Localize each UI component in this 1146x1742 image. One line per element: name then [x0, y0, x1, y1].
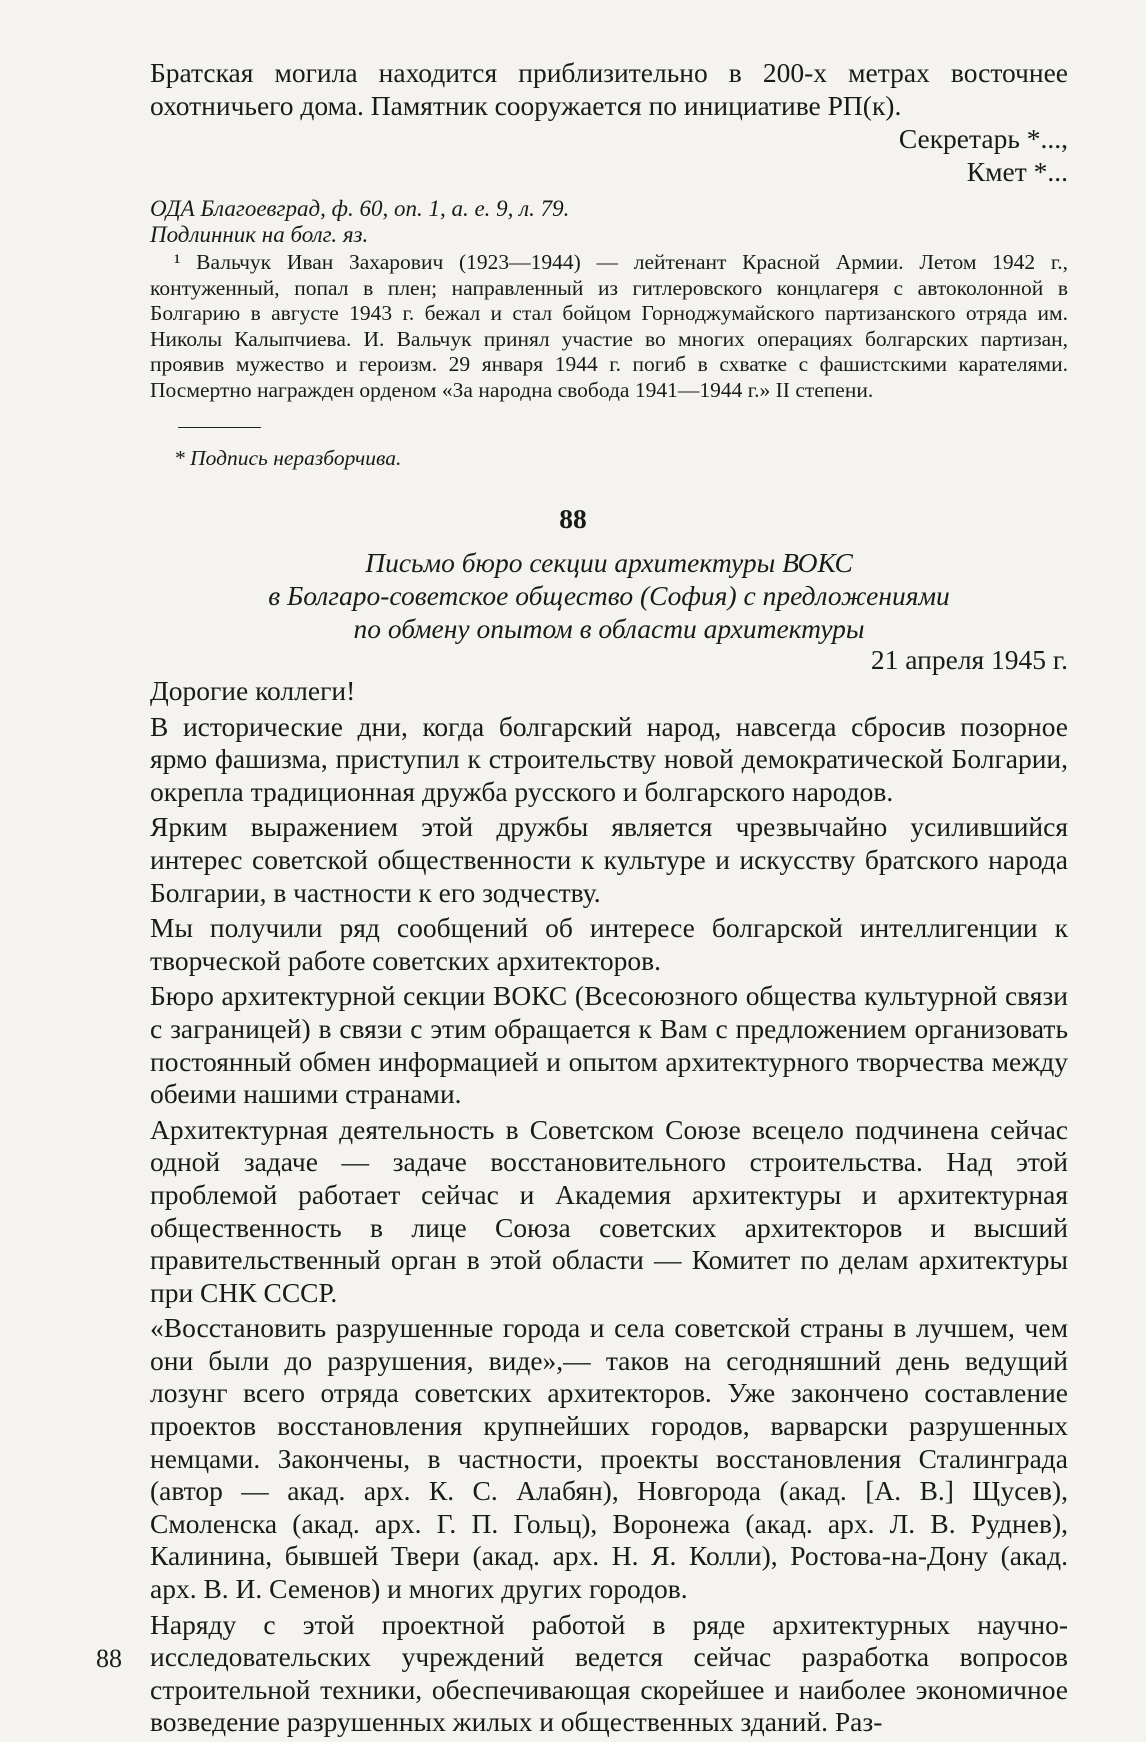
paragraph: «Восстановить разрушенные города и села советской страны в лучшем, чем они были до разрушения, виде»,— таков на сегодняшний день ведущий лозунг всего отряда советских архитекторов. Уже закончено составление проектов восстановления крупнейших городов, варварски разрушенных немцами. Закончены, в частности, проекты восстановления Сталинграда (автор — акад. арх. К. С. Алабян), Новгорода (акад. [А. В.] Щусев), Смоленска (акад. арх. Г. П. Гольц), Воронежа (акад. арх. Л. В. Руднев), Калинина, бывшей Твери (акад. арх. Н. Я. Колли), Ростова-на-Дону (акад. арх. В. И. Семенов) и многих других городов.	[150, 1312, 1068, 1605]
paragraph: Ярким выражением этой дружбы является чрезвычайно усилившийся интерес советской общественности к культуре и искусству братского народа Болгарии, в частности к его зодчеству.	[150, 811, 1068, 908]
document-title	[150, 546, 1068, 645]
top-section	[150, 56, 1068, 188]
letter-body	[150, 675, 1068, 1742]
greeting: Дорогие коллеги!	[150, 675, 356, 706]
paragraph: Архитектурная деятельность в Советском Союзе всецело подчинена сейчас одной задаче — задаче восстановительного строительства. Над этой проблемой работает сейчас и Академия архитектуры и архитектурная общественность в лице Союза советских архитекторов и высший правительственный орган в этой области — Комитет по делам архитектуры при СНК СССР.	[150, 1113, 1068, 1308]
footnote-text: ¹ Вальчук Иван Захарович (1923—1944) — лейтенант Красной Армии. Летом 1942 г., контуженный, попал в плен; направленный из гитлеровского концлагеря с автоколонной в Болгарию в августе 1943 г. бежал и стал бойцом Горноджумайского партизанского отряда им. Николы Калыпчиева. И. Вальчук принял участие во многих операциях болгарских партизан, проявив мужество и героизм. 29 января 1944 г. погиб в схватке с фашистскими карателями. Посмертно награжден орденом «За народна свобода 1941—1944 г.» II степени.	[150, 250, 1068, 402]
archive-line-1: ОДА Благоевград, ф. 60, оп. 1, а. е. 9, л. 79.	[150, 196, 570, 221]
title-line-1: Письмо бюро секции архитектуры ВОКС	[365, 547, 853, 578]
star-note: * Подпись неразборчива.	[174, 446, 402, 470]
paragraph: Мы получили ряд сообщений об интересе болгарской интеллигенции к творческой работе советских архитекторов.	[150, 912, 1068, 976]
title-line-3: по обмену опытом в области архитектуры	[353, 613, 865, 644]
page-number: 88	[96, 1644, 122, 1673]
signature-secretary: Секретарь *...,	[898, 123, 1068, 154]
archive-line-2: Подлинник на болг. яз.	[150, 222, 369, 247]
footnote-divider	[178, 427, 261, 428]
footnote	[150, 250, 1068, 403]
top-paragraph: Братская могила находится приблизительно в 200-х метрах восточнее охотничьего дома. Памятник сооружается по инициативе РП(к).	[150, 57, 1068, 121]
archive-reference	[150, 196, 1068, 248]
signature-kmet: Кмет *...	[966, 156, 1068, 187]
paragraph: В исторические дни, когда болгарский народ, навсегда сбросив позорное ярмо фашизма, приступил к строительству новой демократической Болгарии, окрепла традиционная дружба русского и болгарского народов.	[150, 710, 1068, 807]
letter-date: 21 апреля 1945 г.	[870, 644, 1068, 675]
title-line-2: в Болгаро-советское общество (София) с предложениями	[268, 580, 950, 611]
paragraph: Наряду с этой проектной работой в ряде архитектурных научно-исследовательских учреждений ведется сейчас разработка вопросов строительной техники, обеспечивающая скорейшее и наиболее экономичное возведение разрушенных жилых и общественных зданий. Раз-	[150, 1608, 1068, 1738]
document-number: 88	[559, 503, 587, 534]
paragraph: Бюро архитектурной секции ВОКС (Всесоюзного общества культурной связи с заграницей) в связи с этим обращается к Вам с предложением организовать постоянный обмен информацией и опытом архитектурного творчества между обеими нашими странами.	[150, 980, 1068, 1110]
